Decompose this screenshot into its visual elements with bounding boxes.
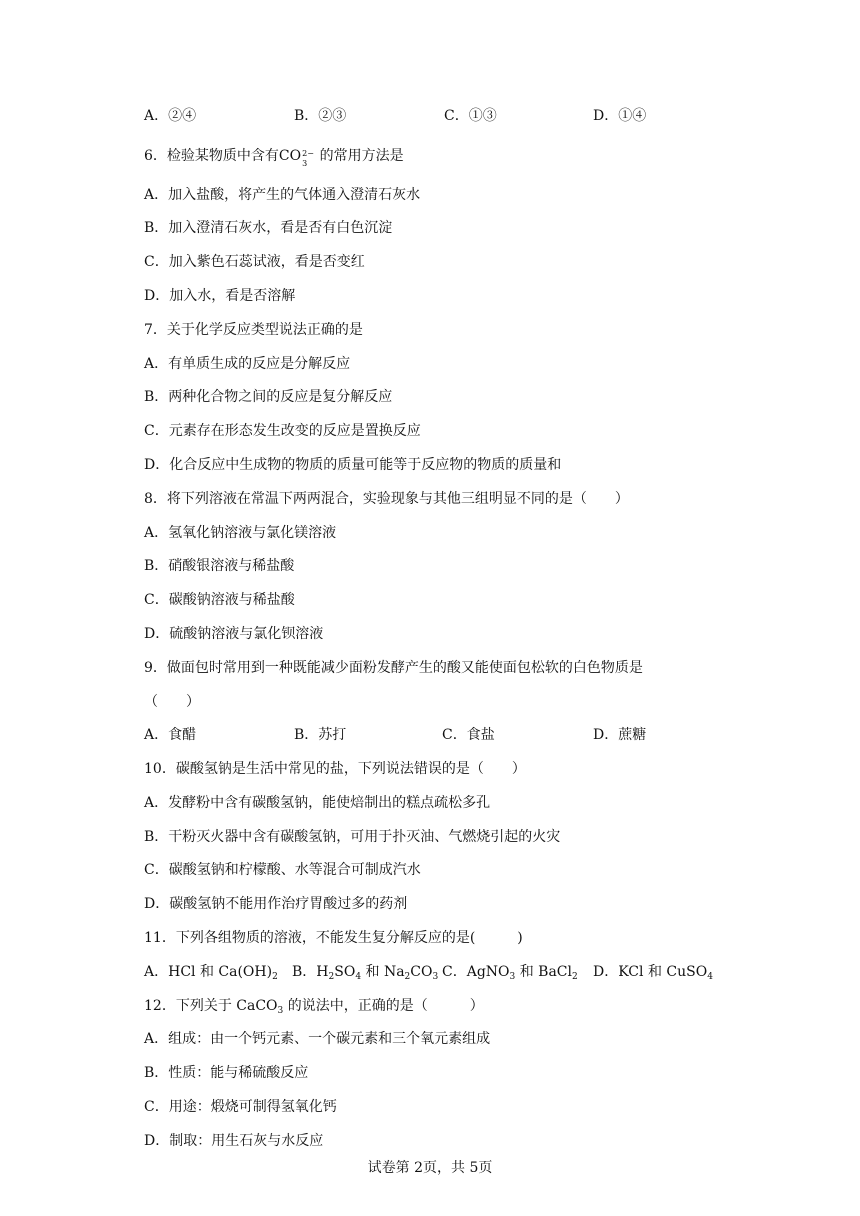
q11-option-c-s1: 3	[509, 972, 516, 982]
q9-paren: （ ）	[144, 694, 200, 710]
q11-option-c-s2: 2	[571, 972, 578, 982]
q11-option-b-p2: SO	[334, 964, 356, 980]
q7-option-d: D．化合反应中生成物的物质的质量可能等于反应物的物质的质量和	[144, 457, 562, 473]
q11-option-b-p3: 和 Na	[361, 964, 405, 980]
q10-option-a: A．发酵粉中含有碳酸氢钠，能使焙制出的糕点疏松多孔	[144, 795, 491, 811]
q6-ion-sub: 3	[302, 159, 308, 168]
q11-option-a-text: A．HCl 和 Ca(OH)	[144, 964, 273, 980]
q6-option-d: D．加入水，看是否溶解	[144, 288, 296, 304]
q8-option-d: D．硫酸钠溶液与氯化钡溶液	[144, 626, 324, 642]
q10-stem: 10．碳酸氢钠是生活中常见的盐，下列说法错误的是（ ）	[144, 761, 526, 777]
q6-option-c: C．加入紫色石蕊试液，看是否变红	[144, 254, 365, 270]
q10-option-b: B．干粉灭火器中含有碳酸氢钠，可用于扑灭油、气燃烧引起的火灾	[144, 829, 561, 845]
q12-option-c: C．用途：煅烧可制得氢氧化钙	[144, 1099, 337, 1115]
q6-option-a: A．加入盐酸，将产生的气体通入澄清石灰水	[144, 187, 421, 203]
q9-option-d: D．蔗糖	[593, 727, 647, 743]
q5-option-a: A．②④	[144, 108, 197, 124]
q7-stem: 7．关于化学反应类型说法正确的是	[144, 322, 363, 338]
q9-option-a: A．食醋	[144, 727, 197, 743]
q8-option-b: B．硝酸银溶液与稀盐酸	[144, 558, 295, 574]
q9-options	[144, 723, 744, 747]
q6-option-b: B．加入澄清石灰水，看是否有白色沉淀	[144, 220, 393, 236]
q12-stem-suffix: 的说法中，正确的是（ ）	[283, 998, 484, 1014]
q8-option-c: C．碳酸钠溶液与稀盐酸	[144, 592, 295, 608]
q5-option-b: B．②③	[294, 108, 347, 124]
q12-stem-prefix: 12．下列关于 CaCO	[144, 998, 278, 1014]
q5-option-d: D．①④	[593, 108, 647, 124]
q7-option-a: A．有单质生成的反应是分解反应	[144, 356, 351, 372]
q6-stem-prefix: 6．检验某物质中含有	[144, 148, 279, 164]
q11-option-b-s3: 2	[404, 972, 411, 982]
q11-option-b-p1: B．H	[292, 964, 329, 980]
q11-option-b-s1: 2	[328, 972, 335, 982]
q11-option-a	[144, 960, 278, 989]
q9-stem: 9．做面包时常用到一种既能减少面粉发酵产生的酸又能使面包松软的白色物质是	[144, 660, 643, 676]
q12-stem-sub: 3	[277, 1006, 284, 1016]
q10-option-d: D．碳酸氢钠不能用作治疗胃酸过多的药剂	[144, 896, 408, 912]
q11-option-d-p1: D．KCl 和 CuSO	[593, 964, 708, 980]
q11-option-b	[292, 960, 438, 989]
q12-option-a: A．组成：由一个钙元素、一个碳元素和三个氧元素组成	[144, 1031, 491, 1047]
q11-option-a-sub: 2	[272, 972, 278, 982]
q12-option-d: D．制取：用生石灰与水反应	[144, 1133, 324, 1149]
q11-options	[144, 960, 724, 984]
q5-options	[144, 104, 744, 128]
q6-stem	[144, 144, 404, 168]
q11-option-b-s2: 4	[355, 972, 362, 982]
q11-option-d-s1: 4	[707, 972, 713, 982]
q12-option-b: B．性质：能与稀硫酸反应	[144, 1065, 309, 1081]
q8-stem: 8．将下列溶液在常温下两两混合，实验现象与其他三组明显不同的是（ ）	[144, 491, 629, 507]
q9-option-c: C．食盐	[442, 727, 495, 743]
q11-option-d	[593, 960, 713, 989]
q11-option-b-p4: CO	[410, 964, 433, 980]
q7-option-c: C．元素存在形态发生改变的反应是置换反应	[144, 423, 421, 439]
q9-option-b: B．苏打	[294, 727, 347, 743]
q11-option-c-p1: C．AgNO	[442, 964, 510, 980]
q11-option-c	[442, 960, 578, 989]
q11-option-c-p2: 和 BaCl	[515, 964, 572, 980]
q6-ion-sup: 2−	[302, 149, 314, 158]
q5-option-c: C．①③	[444, 108, 497, 124]
page-footer: 试卷第 2页，共 5页	[367, 1160, 493, 1176]
q6-stem-suffix: 的常用方法是	[315, 148, 404, 164]
q12-stem	[144, 994, 484, 1018]
q11-stem: 11．下列各组物质的溶液，不能发生复分解反应的是( )	[144, 930, 523, 946]
q10-option-c: C．碳酸氢钠和柠檬酸、水等混合可制成汽水	[144, 862, 421, 878]
q7-option-b: B．两种化合物之间的反应是复分解反应	[144, 389, 393, 405]
q6-ion: CO	[278, 148, 302, 164]
q11-option-b-s4: 3	[432, 972, 439, 982]
q8-option-a: A．氢氧化钠溶液与氯化镁溶液	[144, 525, 337, 541]
q6-ion-charge	[301, 147, 315, 168]
